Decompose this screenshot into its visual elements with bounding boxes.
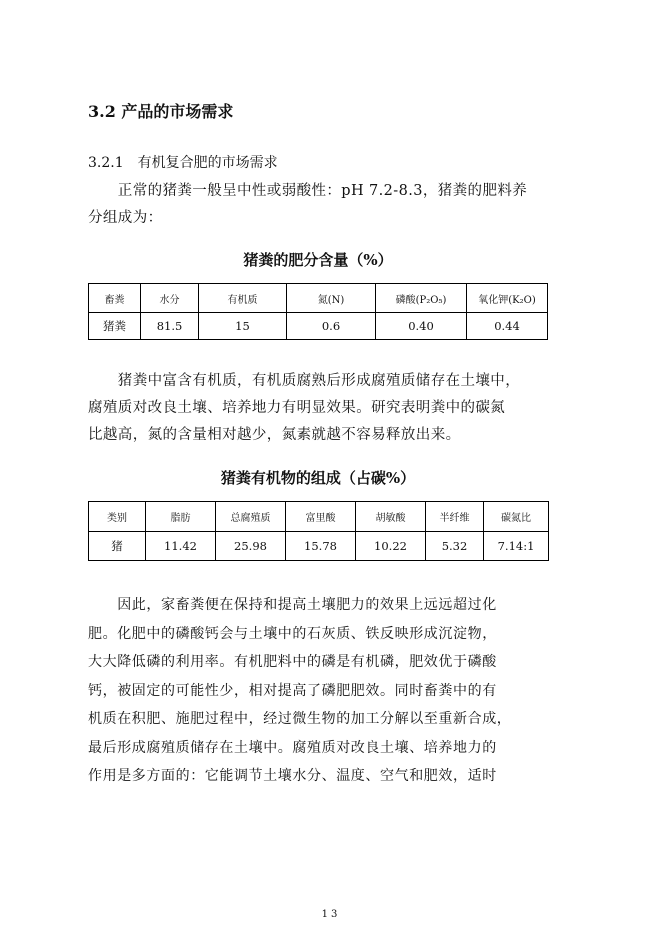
table-caption-organics: 猪粪有机物的组成（占碳%）	[220, 469, 416, 487]
paragraph-line: 肥。化肥中的磷酸钙会与土壤中的石灰质、铁反映形成沉淀物，	[88, 625, 497, 642]
table-cell: 0.6	[287, 313, 376, 340]
paragraph-organic-matter	[88, 368, 574, 449]
table-row	[89, 532, 549, 561]
nutrient-table	[88, 283, 548, 340]
table-row	[89, 313, 548, 340]
table-header-row	[89, 502, 549, 532]
column-header: 水分	[141, 284, 199, 313]
paragraph-line: 腐殖质对改良土壤、培养地力有明显效果。研究表明粪中的碳氮	[88, 400, 506, 416]
column-header: 类别	[89, 502, 146, 532]
paragraph-line: 因此，家畜粪便在保持和提高土壤肥力的效果上远远超过化	[88, 597, 497, 613]
table-cell: 15	[199, 313, 287, 340]
table-cell: 5.32	[426, 532, 484, 561]
paragraph-intro	[88, 178, 574, 232]
paragraph-line: 钙，被固定的可能性少，相对提高了磷肥肥效。同时畜粪中的有	[88, 682, 497, 699]
table-cell: 猪	[89, 532, 146, 561]
organic-composition-table	[88, 501, 549, 561]
table-caption-nutrients: 猪粪的肥分含量（%）	[243, 251, 393, 269]
subsection-title: 3.2.1 有机复合肥的市场需求	[88, 155, 278, 171]
table-header-row	[89, 284, 548, 313]
column-header: 畜粪	[89, 284, 141, 313]
table-cell: 11.42	[146, 532, 216, 561]
paragraph-line: 大大降低磷的利用率。有机肥料中的磷是有机磷，肥效优于磷酸	[88, 654, 497, 670]
column-header: 氮(N)	[287, 284, 376, 313]
column-header: 富里酸	[286, 502, 356, 532]
table-cell: 10.22	[356, 532, 426, 561]
table-cell: 猪粪	[89, 313, 141, 340]
column-header: 氧化钾(K₂O)	[467, 284, 548, 313]
column-header: 半纤维	[426, 502, 484, 532]
paragraph-conclusion	[88, 591, 574, 791]
section-title: 3.2 产品的市场需求	[88, 102, 234, 121]
column-header: 胡敏酸	[356, 502, 426, 532]
paragraph-line: 比越高，氮的含量相对越少，氮素就越不容易释放出来。	[88, 427, 461, 443]
column-header: 磷酸(P₂O₅)	[376, 284, 467, 313]
table-cell: 15.78	[286, 532, 356, 561]
paragraph-line: 猪粪中富含有机质，有机质腐熟后形成腐殖质储存在土壤中，	[88, 373, 521, 389]
column-header: 碳氮比	[484, 502, 549, 532]
paragraph-line: 机质在积肥、施肥过程中，经过微生物的加工分解以至重新合成，	[88, 711, 512, 727]
paragraph-line: 最后形成腐殖质储存在土壤中。腐殖质对改良土壤、培养地力的	[88, 739, 497, 756]
table-cell: 7.14:1	[484, 532, 549, 561]
table-cell: 81.5	[141, 313, 199, 340]
paragraph-line: 作用是多方面的：它能调节土壤水分、温度、空气和肥效，适时	[88, 768, 497, 784]
table-cell: 25.98	[216, 532, 286, 561]
table-cell: 0.40	[376, 313, 467, 340]
paragraph-line: 正常的猪粪一般呈中性或弱酸性：pH 7.2-8.3，猪粪的肥料养	[88, 183, 528, 199]
table-cell: 0.44	[467, 313, 548, 340]
column-header: 脂肪	[146, 502, 216, 532]
column-header: 总腐殖质	[216, 502, 286, 532]
paragraph-line: 分组成为：	[88, 210, 163, 226]
page-number: 13	[321, 909, 341, 920]
column-header: 有机质	[199, 284, 287, 313]
